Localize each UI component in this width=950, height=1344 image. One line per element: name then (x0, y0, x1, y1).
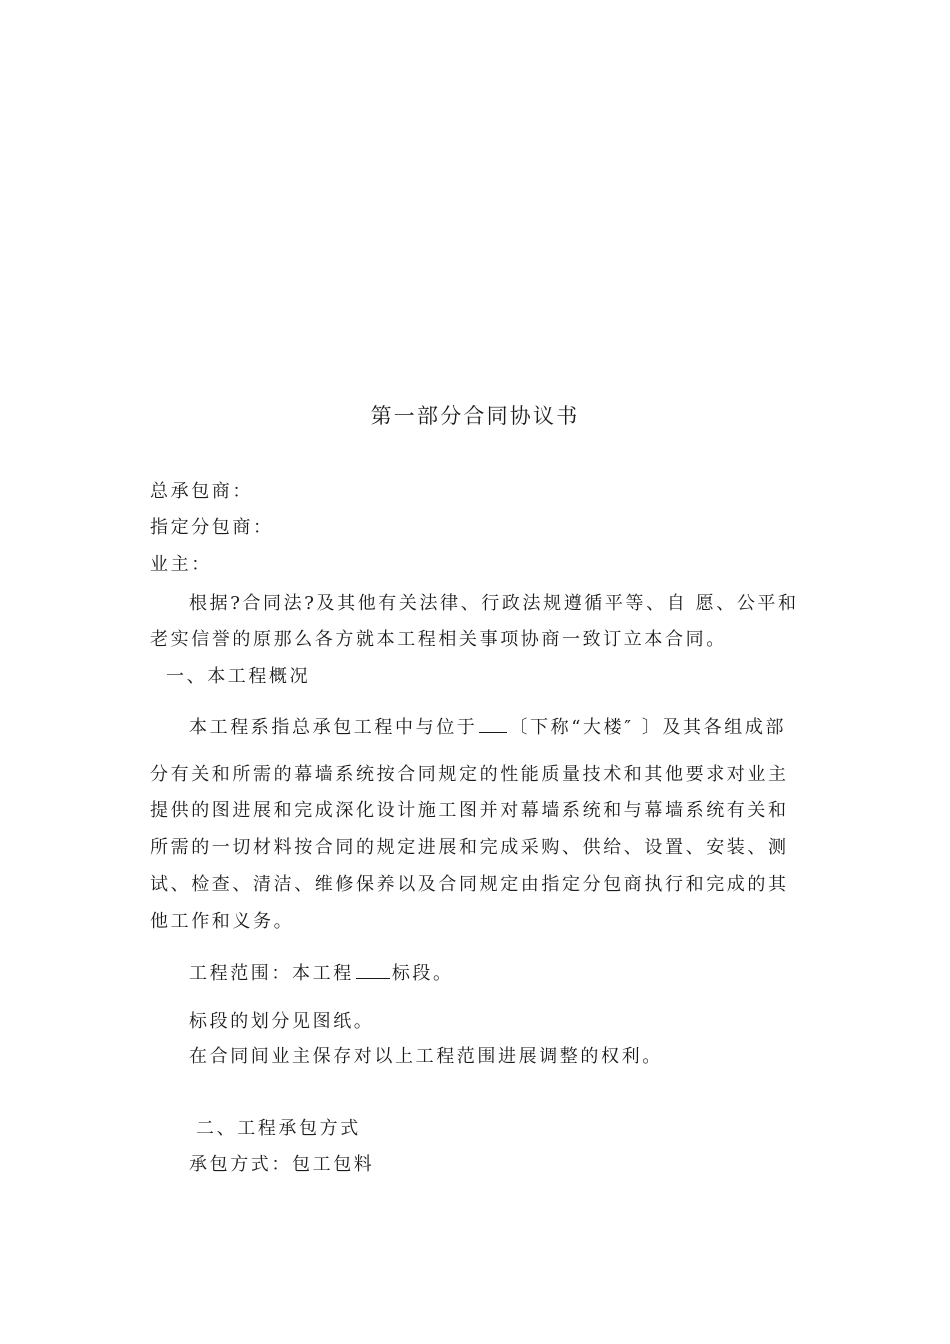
section-1-heading: 一、本工程概况 (166, 666, 311, 687)
scope-line (189, 960, 454, 986)
section-2-heading: 二、工程承包方式 (196, 1118, 361, 1139)
general-contractor-label: 总承包商： (150, 481, 253, 502)
scope-text: 工程范围：本工程 (189, 963, 354, 984)
owner-label: 业主： (150, 554, 212, 575)
contract-method: 承包方式：包工包料 (189, 1154, 375, 1175)
section-blank (356, 960, 390, 979)
location-text: 本工程系指总承包工程中与位于 (189, 717, 478, 738)
designated-subcontractor-label: 指定分包商： (150, 517, 274, 538)
section-1-paragraph-line-6: 他工作和义务。 (150, 911, 295, 932)
location-blank (479, 714, 507, 733)
preamble-line-1: 根据?合同法?及其他有关法律、行政法规遵循平等、自 愿、公平和 (189, 593, 799, 614)
section-1-paragraph-line-4: 所需的一切材料按合同的规定进展和完成采购、供给、设置、安装、测 (150, 837, 789, 858)
adjustment-note: 在合同间业主保存对以上工程范围进展调整的权利。 (189, 1046, 663, 1067)
section-1-paragraph-line-2: 分有关和所需的幕墙系统按合同规定的性能质量技术和其他要求对业主 (150, 764, 789, 785)
section-1-paragraph-line-3: 提供的图进展和完成深化设计施工图并对幕墙系统和与幕墙系统有关和 (150, 800, 789, 821)
section-1-paragraph-line-5: 试、检查、清洁、维修保养以及合同规定由指定分包商执行和完成的其 (150, 874, 789, 895)
preamble-line-2: 老实信誉的原那么各方就本工程相关事项协商一致订立本合同。 (150, 629, 727, 650)
scope-suffix: 标段。 (391, 963, 454, 984)
building-text: 〔下称“大楼″ 〕及其各组成部 (509, 717, 787, 738)
section-1-paragraph-line-1 (189, 714, 786, 740)
document-title: 第一部分合同协议书 (370, 404, 580, 428)
division-note: 标段的划分见图纸。 (189, 1011, 375, 1032)
